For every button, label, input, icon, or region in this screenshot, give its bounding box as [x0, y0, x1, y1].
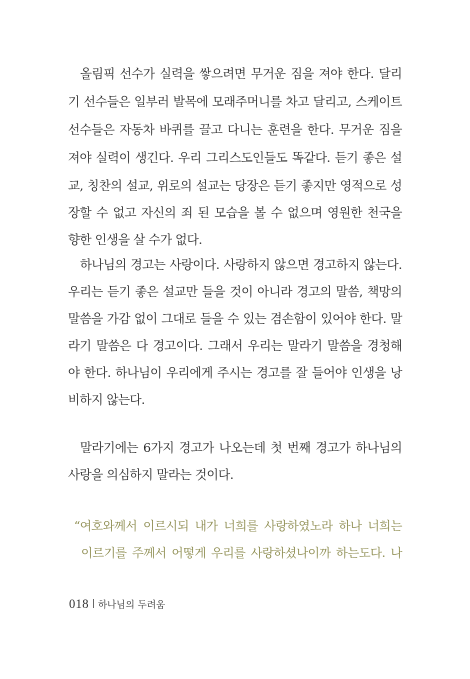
page-footer: [69, 597, 165, 612]
paragraph-2-line-5: 야 한다. 하나님이 우리에게 주시는 경고를 잘 들어야 인생을 낭: [68, 365, 402, 380]
paragraph-3-line-2: 사랑을 의심하지 말라는 것이다.: [68, 467, 234, 482]
paragraph-1-line-5: 교, 칭찬의 설교, 위로의 설교는 당장은 듣기 좋지만 영적으로 성: [68, 178, 402, 193]
paragraph-2-line-1: 하나님의 경고는 사랑이다. 사랑하지 않으면 경고하지 않는다.: [80, 257, 402, 272]
paragraph-3-line-1: 말라기에는 6가지 경고가 나오는데 첫 번째 경고가 하나님의: [80, 440, 402, 455]
footer-divider: [93, 599, 94, 608]
scripture-quote-line-1: “여호와께서 이르시되 내가 너희를 사랑하였노라 하나 너희는: [74, 519, 402, 533]
paragraph-2-line-4: 라기 말씀은 다 경고이다. 그래서 우리는 말라기 말씀을 경청해: [68, 338, 402, 353]
paragraph-1-line-6: 장할 수 없고 자신의 죄 된 모습을 볼 수 없으며 영원한 천국을: [68, 205, 402, 220]
scripture-quote-line-2: 이르기를 주께서 어떻게 우리를 사랑하셨나이까 하는도다. 나: [81, 546, 402, 560]
paragraph-2-line-3: 말씀을 가감 없이 그대로 들을 수 있는 겸손함이 있어야 한다. 말: [68, 311, 402, 326]
paragraph-1-line-1: 올림픽 선수가 실력을 쌓으려면 무거운 짐을 져야 한다. 달리: [80, 66, 402, 81]
paragraph-1-line-3: 선수들은 자동차 바퀴를 끌고 다니는 훈련을 한다. 무거운 짐을: [68, 122, 402, 137]
paragraph-1-line-7: 향한 인생을 살 수가 없다.: [68, 232, 203, 247]
paragraph-2-line-2: 우리는 듣기 좋은 설교만 들을 것이 아니라 경고의 말씀, 책망의: [68, 284, 402, 299]
paragraph-2-line-6: 비하지 않는다.: [68, 392, 145, 407]
book-title: 하나님의 두려움: [97, 600, 166, 611]
paragraph-1-line-2: 기 선수들은 일부러 발목에 모래주머니를 차고 달리고, 스케이트: [68, 94, 402, 109]
paragraph-1-line-4: 져야 실력이 생긴다. 우리 그리스도인들도 똑같다. 듣기 좋은 설: [68, 150, 402, 165]
page-number: 018: [69, 597, 89, 611]
